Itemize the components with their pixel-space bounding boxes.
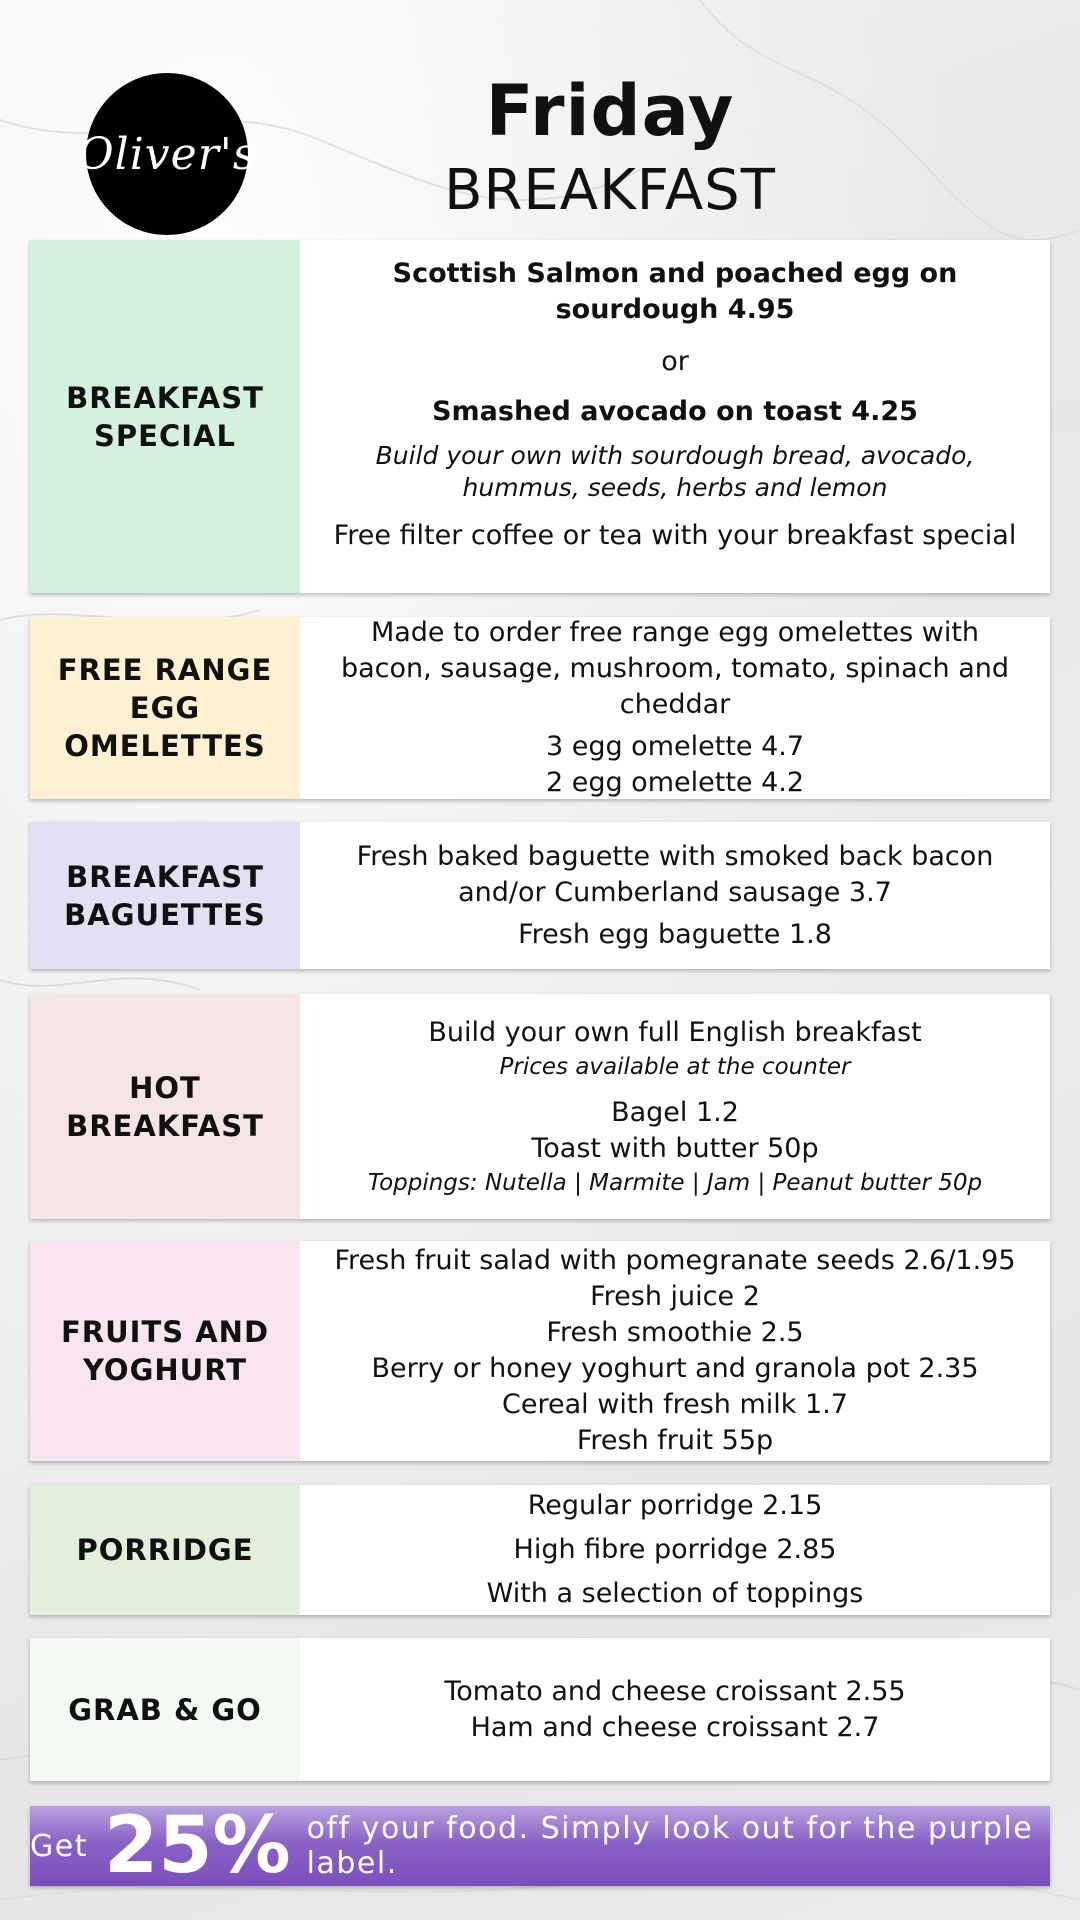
section-baguettes	[30, 822, 1050, 969]
promo-discount: 25%	[103, 1801, 291, 1891]
meal-title: BREAKFAST	[444, 158, 776, 223]
menu-item: With a selection of toppings	[486, 1578, 864, 1609]
menu-item: Berry or honey yoghurt and granola pot 2.35	[371, 1353, 979, 1384]
section-label: FRUITS AND YOGHURT	[30, 1241, 300, 1461]
promo-pre: Get	[30, 1828, 88, 1864]
section-breakfast-special	[30, 240, 1050, 593]
menu-item: Fresh fruit 55p	[576, 1425, 774, 1456]
section-label: HOT BREAKFAST	[30, 994, 300, 1219]
promo-text: off your food. Simply look out for the purple label.	[306, 1811, 1034, 1881]
menu-item: Free filter coffee or tea with your breakfast special	[333, 520, 1017, 551]
menu-item: Bagel 1.2	[611, 1096, 739, 1128]
menu-item: Fresh smoothie 2.5	[546, 1317, 804, 1348]
menu-item: Toast with butter 50p	[531, 1132, 819, 1164]
menu-item: Scottish Salmon and poached egg on sourdough 4.95	[392, 258, 958, 325]
menu-item: Fresh baked baguette with smoked back bacon and/or Cumberland sausage 3.7	[356, 840, 994, 908]
day-title: Friday	[485, 70, 735, 152]
menu-item-note: Toppings: Nutella | Marmite | Jam | Peanut butter 50p	[367, 1169, 983, 1196]
section-content	[300, 617, 1050, 799]
section-label: BREAKFAST SPECIAL	[30, 240, 300, 593]
menu-item-note: Build your own with sourdough bread, avocado, hummus, seeds, herbs and lemon	[375, 441, 975, 502]
menu-item-note: Prices available at the counter	[499, 1053, 851, 1080]
logo-text: Oliver's	[77, 128, 257, 180]
section-content	[300, 240, 1050, 593]
section-label: PORRIDGE	[30, 1485, 300, 1615]
section-label: GRAB & GO	[30, 1638, 300, 1781]
promo-banner	[30, 1801, 1050, 1891]
section-content	[300, 822, 1050, 969]
section-hot-breakfast	[30, 994, 1050, 1219]
menu-item: Tomato and cheese croissant 2.55	[444, 1675, 906, 1707]
section-fruits-yoghurt	[30, 1241, 1050, 1461]
section-content	[300, 1485, 1050, 1615]
menu-item: Regular porridge 2.15	[527, 1490, 823, 1521]
menu-item: Build your own full English breakfast	[428, 1016, 922, 1048]
menu-item: Fresh fruit salad with pomegranate seeds 2.6/1.95	[334, 1245, 1016, 1276]
menu-item: 2 egg omelette 4.2	[545, 767, 805, 798]
menu-item: or	[661, 346, 689, 377]
section-porridge	[30, 1485, 1050, 1615]
section-grab-and-go	[30, 1638, 1050, 1781]
menu-item: Made to order free range egg omelettes with bacon, sausage, mushroom, tomato, spinach and cheddar	[340, 617, 1010, 720]
menu-item: Ham and cheese croissant 2.7	[470, 1711, 880, 1743]
menu-item: 3 egg omelette 4.7	[545, 731, 805, 762]
logo	[77, 73, 257, 235]
menu-item: Fresh juice 2	[590, 1281, 760, 1312]
menu-item: Cereal with fresh milk 1.7	[502, 1389, 848, 1420]
section-content	[300, 1638, 1050, 1781]
menu-item: High fibre porridge 2.85	[513, 1534, 837, 1565]
section-omelettes	[30, 617, 1050, 799]
section-label: BREAKFAST BAGUETTES	[30, 822, 300, 969]
menu-item: Smashed avocado on toast 4.25	[432, 396, 918, 427]
section-label: FREE RANGE EGG OMELETTES	[30, 617, 300, 799]
section-content	[300, 994, 1050, 1219]
menu-item: Fresh egg baguette 1.8	[518, 918, 832, 950]
section-content	[300, 1241, 1050, 1461]
